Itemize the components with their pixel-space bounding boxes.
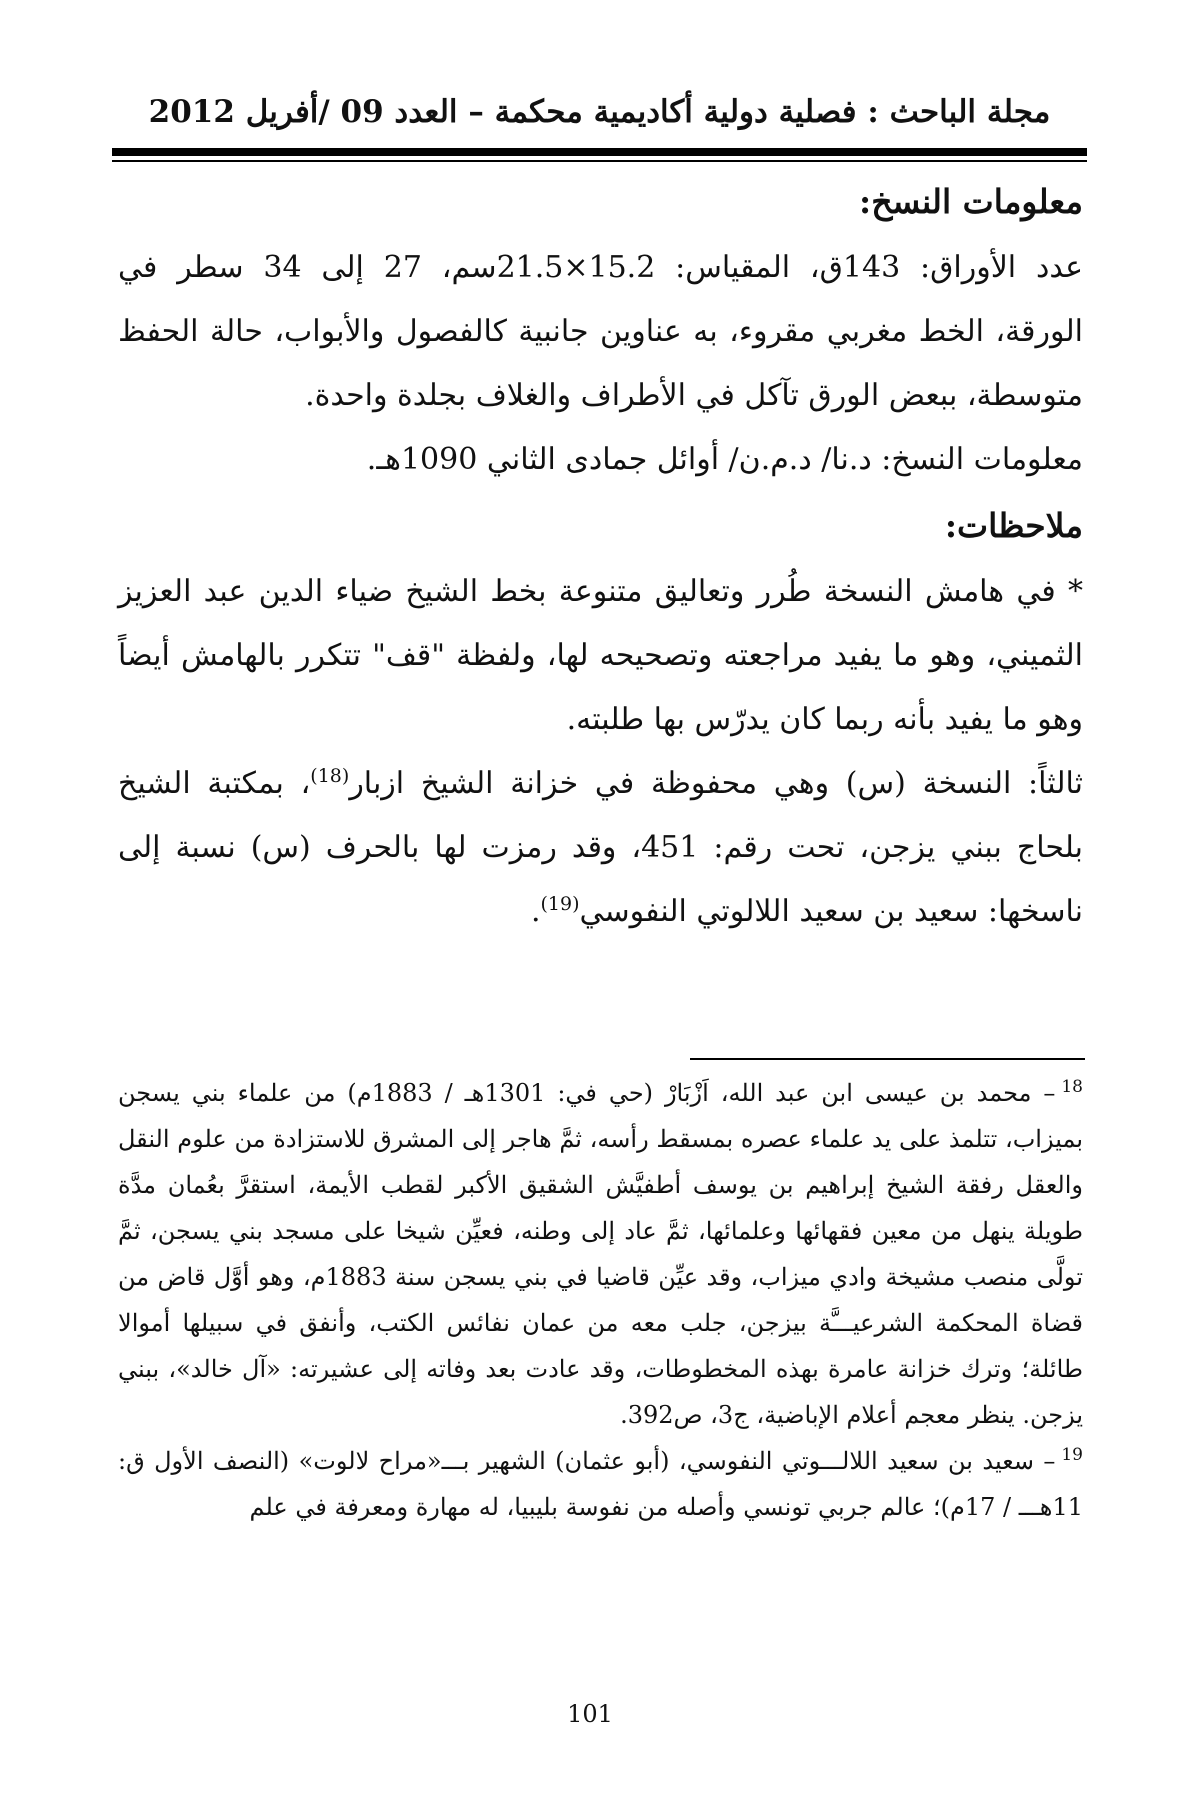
footnote-ref-19: (19) <box>540 893 580 915</box>
notes-heading: ملاحظات: <box>944 506 1083 545</box>
footnotes <box>118 1070 1083 1530</box>
notes-paragraph: * في هامش النسخة طُرر وتعاليق متنوعة بخط الشيخ ضياء الدين عبد العزيز الثميني، وهو ما يفيد مراجعته وتصحيحه لها، ولفظة "قف" تتكرر بالهامش أيضاً وهو ما يفيد بأنه ربما كان يدرّس بها طلبته. <box>118 574 1083 737</box>
third-copy-paragraph <box>118 752 1083 944</box>
footnote-19 <box>118 1438 1083 1530</box>
footnote-text: – محمد بن عيسى ابن عبد الله، اَزْبَارْ (حي في: 1301هـ / 1883م) من علماء بني يسجن بميزاب، تتلمذ على يد علماء عصره بمسقط رأسه، ثمَّ هاجر إلى المشرق للاستزادة من علوم النقل والعقل رفقة الشيخ إبراهيم بن يوسف أطفيَّش الشقيق الأكبر لقطب الأيمة، استقرَّ بعُمان مدَّة طويلة ينهل من معين فقهائها وعلمائها، ثمَّ عاد إلى وطنه، فعيِّن شيخا على مسجد بني يسجن، ثمَّ تولَّى منصب مشيخة وادي ميزاب، وقد عيِّن قاضيا في بني يسجن سنة 1883م، وهو أوَّل قاض من قضاة المحكمة الشرعيـــَّة بيزجن، جلب معه من عمان نفائس الكتب، وأنفق في سبيلها أموالا طائلة؛ وترك خزانة عامرة بهذه المخطوطات، وقد عادت بعد وفاته إلى عشيرته: «آل خالد»، ببني يزجن. ينظر معجم أعلام الإباضية، ج3، ص392. <box>118 1079 1084 1429</box>
footnote-separator <box>690 1058 1085 1060</box>
footnote-number: 18 <box>1061 1077 1083 1097</box>
footnote-ref-18: (18) <box>310 765 350 787</box>
copy-info-paragraph: عدد الأوراق: 143ق، المقياس: 15.2×21.5سم، 27 إلى 34 سطر في الورقة، الخط مغربي مقروء، به عناوين جانبية كالفصول والأبواب، حالة الحفظ متوسطة، ببعض الورق تآكل في الأطراف والغلاف بجلدة واحدة. <box>118 250 1084 413</box>
header-rule-thick <box>112 148 1087 156</box>
footnote-18 <box>118 1070 1083 1438</box>
main-text <box>118 168 1083 944</box>
third-copy-text-3: . <box>530 894 541 929</box>
header-rule-thin <box>112 160 1087 162</box>
third-copy-text-1: ثالثاً: النسخة (س) وهي محفوظة في خزانة الشيخ ازبار <box>349 766 1083 801</box>
footnote-text: – سعيد بن سعيد اللالـــوتي النفوسي، (أبو عثمان) الشهير بـــ«مراح لالوت» (النصف الأول ق: 11هـــ / 17م)؛ عالم جربي تونسي وأصله من نفوسة بليبيا، له مهارة ومعرفة في علم <box>118 1447 1083 1521</box>
copy-info-date-paragraph: معلومات النسخ: د.نا/ د.م.ن/ أوائل جمادى الثاني 1090هـ. <box>366 442 1083 477</box>
page-number: 101 <box>567 1700 613 1728</box>
third-copy-text-2: ، بمكتبة الشيخ بلحاج ببني يزجن، تحت رقم: 451، وقد رمزت لها بالحرف (س) نسبة إلى ناسخها: سعيد بن سعيد اللالوتي النفوسي <box>118 766 1083 929</box>
copy-info-heading: معلومات النسخ: <box>859 182 1083 221</box>
footnote-number: 19 <box>1061 1445 1083 1465</box>
journal-header: مجلة الباحث : فصلية دولية أكاديمية محكمة – العدد 09 /أفريل 2012 <box>148 94 1051 130</box>
